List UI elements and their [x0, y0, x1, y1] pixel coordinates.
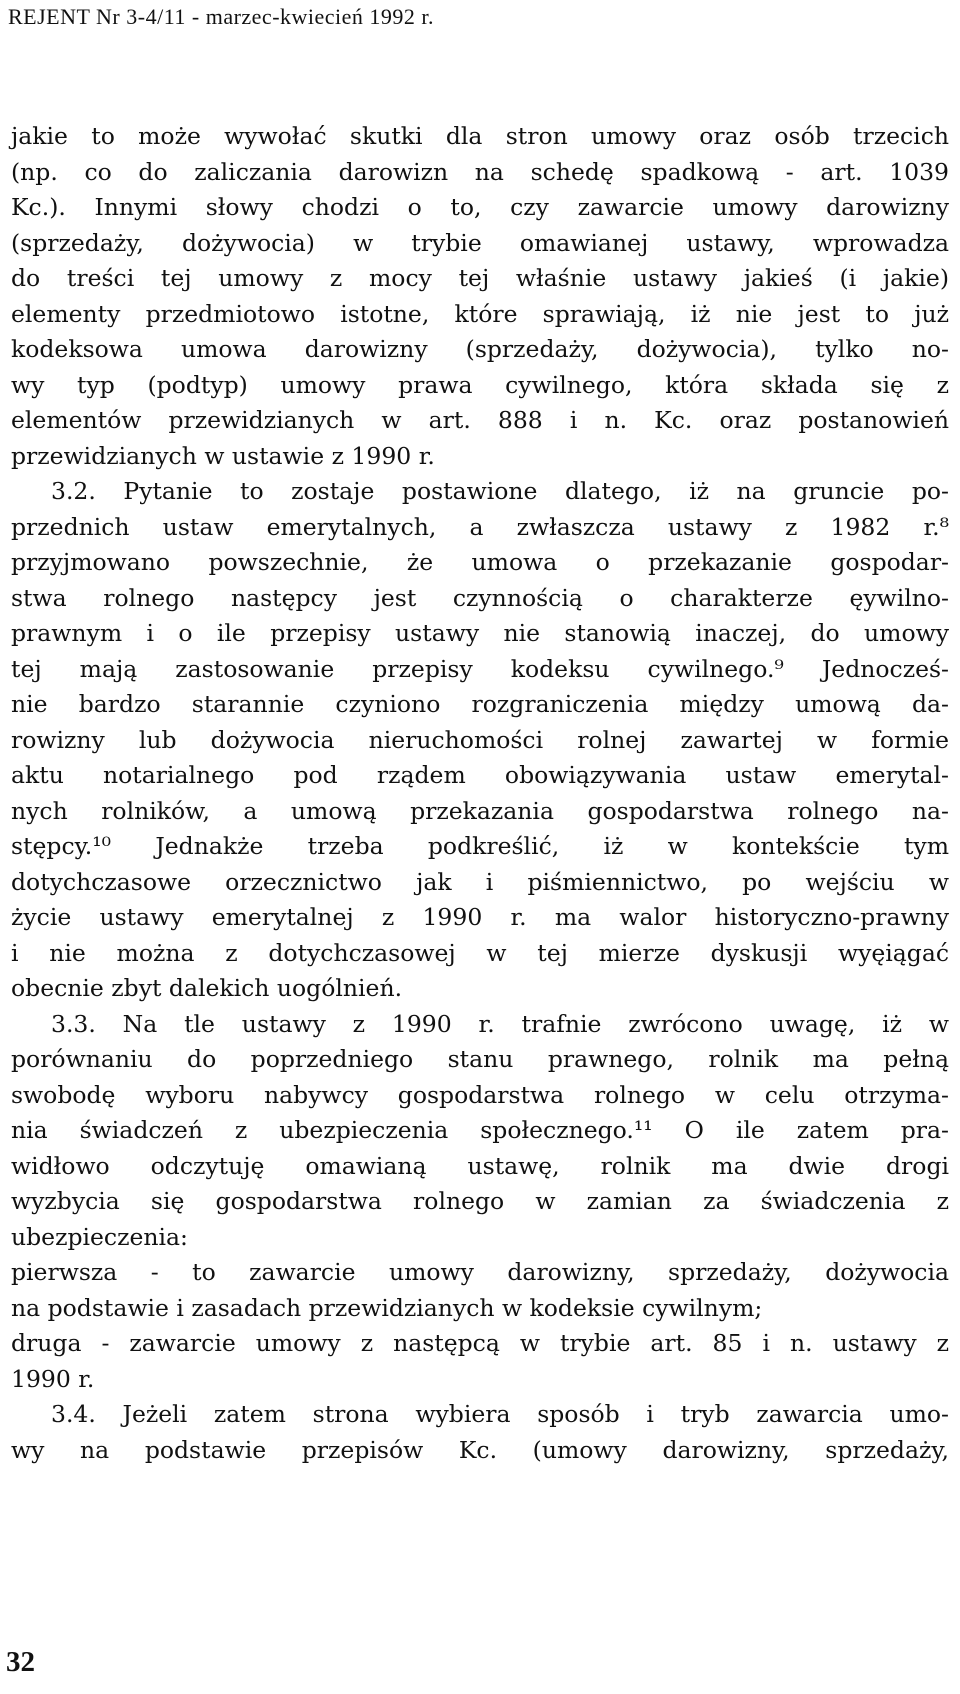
text-line: obecnie zbyt dalekich uogólnień. [11, 974, 403, 1002]
text-line: rowizny lub dożywocia nieruchomości rolnej zawartej w formie [11, 725, 949, 754]
text-line: życie ustawy emerytalnej z 1990 r. ma walor historyczno-prawny [11, 903, 949, 931]
text-line: kodeksowa umowa darowizny (sprzedaży, dożywocia), tylko no- [11, 335, 949, 363]
paragraph-start-line: 3.2. Pytanie to zostaje postawione dlatego, iż na gruncie po- [51, 477, 949, 505]
text-line: nych rolników, a umową przekazania gospodarstwa rolnego na- [11, 796, 949, 825]
document-body [11, 119, 949, 1468]
text-line: przyjmowano powszechnie, że umowa o przekazanie gospodar- [11, 548, 949, 576]
text-line: przewidzianych w ustawie z 1990 r. [11, 441, 435, 470]
text-line: na podstawie i zasadach przewidzianych w kodeksie cywilnym; [11, 1293, 763, 1322]
text-line: (sprzedaży, dożywocia) w trybie omawianej ustawy, wprowadza [11, 228, 949, 257]
text-line: do treści tej umowy z mocy tej właśnie ustawy jakieś (i jakie) [11, 264, 949, 292]
text-line: widłowo odczytuję omawianą ustawę, rolnik ma dwie drogi [11, 1151, 949, 1180]
text-line: nia świadczeń z ubezpieczenia społecznego.¹¹ O ile zatem pra- [11, 1116, 949, 1144]
text-line: dotychczasowe orzecznictwo jak i piśmiennictwo, po wejściu w [11, 867, 949, 896]
text-line: nie bardzo starannie czyniono rozgraniczenia między umową da- [11, 690, 949, 718]
text-line: jakie to może wywołać skutki dla stron umowy oraz osób trzecich [11, 122, 949, 150]
text-line: swobodę wyboru nabywcy gospodarstwa rolnego w celu otrzyma- [11, 1080, 949, 1109]
text-line: porównaniu do poprzedniego stanu prawnego, rolnik ma pełną [11, 1045, 949, 1073]
text-line: prawnym i o ile przepisy ustawy nie stanowią inaczej, do umowy [11, 619, 949, 647]
text-line: wy typ (podtyp) umowy prawa cywilnego, która składa się z [11, 370, 949, 399]
text-line: aktu notarialnego pod rządem obowiązywania ustaw emerytal- [11, 761, 949, 789]
text-line: przednich ustaw emerytalnych, a zwłaszcza ustawy z 1982 r.⁸ [11, 512, 949, 541]
page-number: 32 [6, 1646, 35, 1678]
text-line: ubezpieczenia: [11, 1222, 188, 1251]
text-line: i nie można z dotychczasowej w tej mierze dyskusji wyęiągać [11, 938, 949, 967]
paragraph-start-line: 3.3. Na tle ustawy z 1990 r. trafnie zwrócono uwagę, iż w [51, 1009, 949, 1038]
text-line: stępcy.¹⁰ Jednakże trzeba podkreślić, iż w kontekście tym [11, 832, 949, 860]
text-line: pierwsza - to zawarcie umowy darowizny, sprzedaży, dożywocia [11, 1258, 949, 1286]
text-line: (np. co do zaliczania darowizn na schedę spadkową - art. 1039 [11, 157, 949, 186]
text-line: wyzbycia się gospodarstwa rolnego w zamian za świadczenia z [11, 1187, 949, 1215]
text-line: wy na podstawie przepisów Kc. (umowy darowizny, sprzedaży, [11, 1435, 949, 1464]
text-line: 1990 r. [11, 1364, 95, 1393]
text-line: elementy przedmiotowo istotne, które sprawiają, iż nie jest to już [11, 299, 949, 328]
paragraph-start-line: 3.4. Jeżeli zatem strona wybiera sposób i tryb zawarcia umo- [51, 1400, 949, 1428]
text-line: Kc.). Innymi słowy chodzi o to, czy zawarcie umowy darowizny [11, 193, 949, 221]
text-line: tej mają zastosowanie przepisy kodeksu cywilnego.⁹ Jednocześ- [11, 654, 949, 683]
running-header: REJENT Nr 3-4/11 - marzec-kwiecień 1992 r. [8, 4, 435, 29]
text-line: stwa rolnego następcy jest czynnością o charakterze ęywilno- [11, 583, 949, 612]
text-line: druga - zawarcie umowy z następcą w trybie art. 85 i n. ustawy z [11, 1329, 949, 1357]
text-line: elementów przewidzianych w art. 888 i n. Kc. oraz postanowień [11, 406, 949, 434]
